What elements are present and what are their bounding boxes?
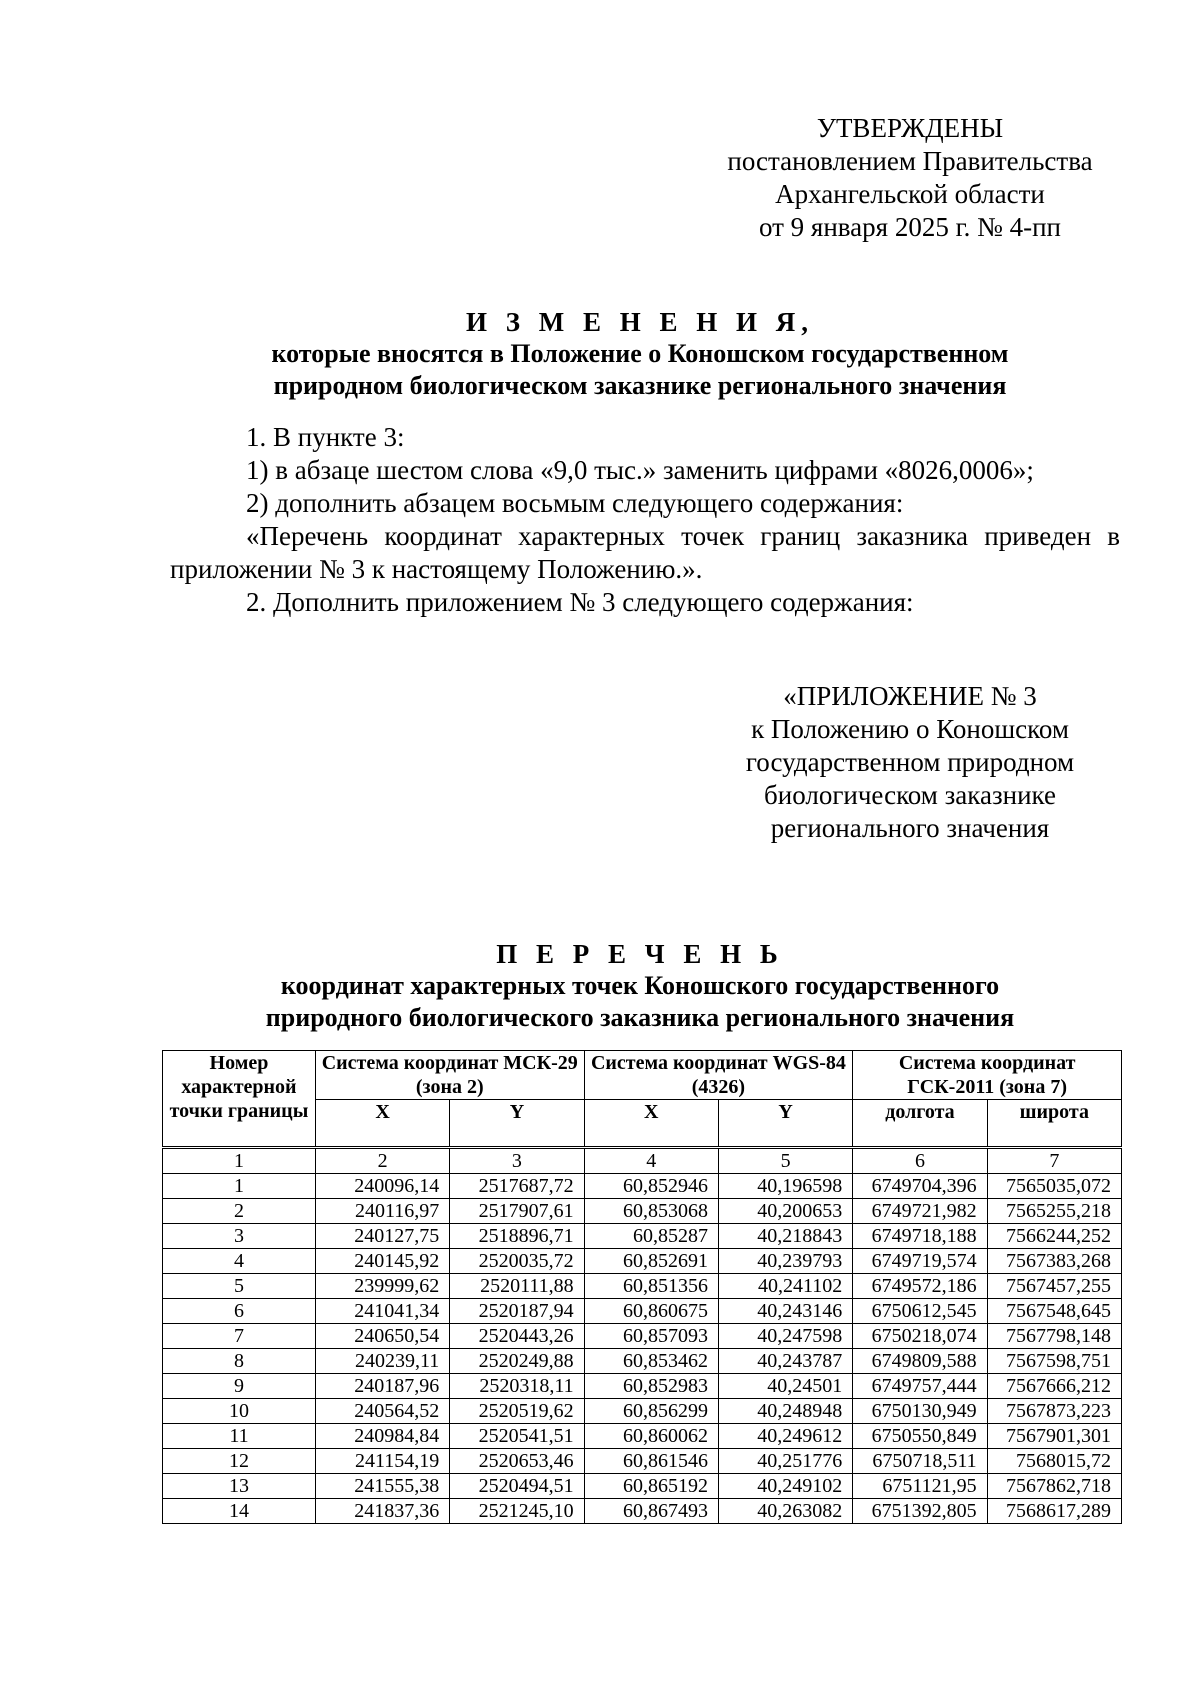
header-gsk-longitude: долгота [853,1100,987,1148]
table-row [163,1174,1122,1199]
appendix-line: регионального значения [770,813,1050,843]
wgs-x-cell: 60,851356 [584,1274,718,1299]
approval-line: УТВЕРЖДЕНЫ [816,113,1004,143]
msk-x-cell: 240239,11 [315,1349,449,1374]
table-row [163,1474,1122,1499]
msk-x-cell: 241154,19 [315,1449,449,1474]
gsk-latitude-cell: 7567383,268 [987,1249,1121,1274]
wgs-y-cell: 40,249612 [718,1424,852,1449]
table-row [163,1274,1122,1299]
table-row [163,1349,1122,1374]
table-row [163,1399,1122,1424]
paragraph-3: 2) дополнить абзацем восьмым следующего содержания: [246,488,904,518]
msk-x-cell: 240984,84 [315,1424,449,1449]
gsk-longitude-cell: 6750718,511 [853,1449,987,1474]
msk-x-cell: 241041,34 [315,1299,449,1324]
wgs-x-cell: 60,860675 [584,1299,718,1324]
gsk-longitude-cell: 6749718,188 [853,1224,987,1249]
msk-x-cell: 240116,97 [315,1199,449,1224]
header-gsk-latitude: широта [987,1100,1121,1148]
table-row [163,1499,1122,1524]
list-heading: П Е Р Е Ч Е Н Ь [496,939,784,969]
index-cell: 3 [450,1148,584,1174]
table-row [163,1324,1122,1349]
appendix-line: «ПРИЛОЖЕНИЕ № 3 [783,681,1037,711]
msk-y-cell: 2520035,72 [450,1249,584,1274]
list-subtitle-1: координат характерных точек Коношского государственного [280,971,1000,1000]
msk-x-cell: 240127,75 [315,1224,449,1249]
msk-y-cell: 2520318,11 [450,1374,584,1399]
msk-y-cell: 2520111,88 [450,1274,584,1299]
gsk-longitude-cell: 6749809,588 [853,1349,987,1374]
header-msk-x: X [315,1100,449,1148]
msk-y-cell: 2520187,94 [450,1299,584,1324]
wgs-x-cell: 60,853068 [584,1199,718,1224]
approval-block [700,112,1120,244]
list-subtitle-2: природного биологического заказника регионального значения [265,1003,1015,1032]
header-msk29: Система координат МСК-29 (зона 2) [315,1051,584,1100]
approval-line: от 9 января 2025 г. № 4-пп [758,212,1062,242]
wgs-y-cell: 40,239793 [718,1249,852,1274]
table-row [163,1249,1122,1274]
point-number-cell: 11 [163,1424,316,1449]
wgs-y-cell: 40,249102 [718,1474,852,1499]
wgs-y-cell: 40,243787 [718,1349,852,1374]
header-wgs-y: Y [718,1100,852,1148]
wgs-y-cell: 40,241102 [718,1274,852,1299]
msk-y-cell: 2520249,88 [450,1349,584,1374]
wgs-x-cell: 60,852946 [584,1174,718,1199]
paragraph-1: 1. В пункте 3: [246,422,405,452]
header-msk-y: Y [450,1100,584,1148]
wgs-x-cell: 60,865192 [584,1474,718,1499]
wgs-x-cell: 60,861546 [584,1449,718,1474]
index-cell: 1 [163,1148,316,1174]
msk-x-cell: 240145,92 [315,1249,449,1274]
wgs-y-cell: 40,251776 [718,1449,852,1474]
msk-y-cell: 2518896,71 [450,1224,584,1249]
gsk-longitude-cell: 6750218,074 [853,1324,987,1349]
msk-x-cell: 240650,54 [315,1324,449,1349]
appendix-line: государственном природном [745,747,1075,777]
msk-y-cell: 2521245,10 [450,1499,584,1524]
msk-x-cell: 240096,14 [315,1174,449,1199]
table-row [163,1299,1122,1324]
gsk-latitude-cell: 7567457,255 [987,1274,1121,1299]
list-title [160,938,1120,1034]
table-row [163,1424,1122,1449]
point-number-cell: 7 [163,1324,316,1349]
approval-line: Архангельской области [775,179,1045,209]
wgs-x-cell: 60,857093 [584,1324,718,1349]
paragraph-5: 2. Дополнить приложением № 3 следующего содержания: [246,587,914,617]
wgs-y-cell: 40,196598 [718,1174,852,1199]
gsk-longitude-cell: 6749757,444 [853,1374,987,1399]
header-gsk2011: Система координат ГСК-2011 (зона 7) [853,1051,1122,1100]
gsk-latitude-cell: 7565255,218 [987,1199,1121,1224]
msk-y-cell: 2520653,46 [450,1449,584,1474]
index-cell: 4 [584,1148,718,1174]
wgs-y-cell: 40,263082 [718,1499,852,1524]
table-row [163,1449,1122,1474]
header-point-number: Номер характерной точки границы [163,1051,316,1148]
changes-subtitle-2: природном биологическом заказнике регионального значения [273,371,1007,400]
point-number-cell: 10 [163,1399,316,1424]
wgs-x-cell: 60,853462 [584,1349,718,1374]
gsk-latitude-cell: 7567798,148 [987,1324,1121,1349]
point-number-cell: 9 [163,1374,316,1399]
msk-y-cell: 2517687,72 [450,1174,584,1199]
wgs-x-cell: 60,852691 [584,1249,718,1274]
gsk-latitude-cell: 7566244,252 [987,1224,1121,1249]
gsk-longitude-cell: 6749572,186 [853,1274,987,1299]
wgs-x-cell: 60,860062 [584,1424,718,1449]
wgs-x-cell: 60,856299 [584,1399,718,1424]
point-number-cell: 3 [163,1224,316,1249]
table-row [163,1199,1122,1224]
wgs-y-cell: 40,24501 [718,1374,852,1399]
column-index-row [163,1148,1122,1174]
paragraph-2: 1) в абзаце шестом слова «9,0 тыс.» заменить цифрами «8026,0006»; [246,455,1034,485]
paragraph-4: «Перечень координат характерных точек границ заказника приведен в приложении № 3 к настоящему Положению.». [170,521,1120,584]
wgs-y-cell: 40,218843 [718,1224,852,1249]
msk-y-cell: 2520443,26 [450,1324,584,1349]
header-wgs84: Система координат WGS-84 (4326) [584,1051,853,1100]
msk-x-cell: 239999,62 [315,1274,449,1299]
appendix-block [700,680,1120,845]
gsk-latitude-cell: 7567666,212 [987,1374,1121,1399]
approval-line: постановлением Правительства [727,146,1093,176]
index-cell: 6 [853,1148,987,1174]
appendix-line: биологическом заказнике [764,780,1056,810]
header-wgs-x: X [584,1100,718,1148]
point-number-cell: 5 [163,1274,316,1299]
gsk-latitude-cell: 7567598,751 [987,1349,1121,1374]
point-number-cell: 4 [163,1249,316,1274]
point-number-cell: 12 [163,1449,316,1474]
gsk-latitude-cell: 7567873,223 [987,1399,1121,1424]
gsk-longitude-cell: 6749704,396 [853,1174,987,1199]
index-cell: 7 [987,1148,1121,1174]
changes-heading: И З М Е Н Е Н И Я, [465,307,814,337]
wgs-y-cell: 40,200653 [718,1199,852,1224]
gsk-longitude-cell: 6751392,805 [853,1499,987,1524]
point-number-cell: 13 [163,1474,316,1499]
msk-x-cell: 241555,38 [315,1474,449,1499]
gsk-latitude-cell: 7567901,301 [987,1424,1121,1449]
point-number-cell: 14 [163,1499,316,1524]
gsk-longitude-cell: 6751121,95 [853,1474,987,1499]
changes-title [160,306,1120,402]
gsk-latitude-cell: 7568617,289 [987,1499,1121,1524]
wgs-x-cell: 60,85287 [584,1224,718,1249]
index-cell: 5 [718,1148,852,1174]
point-number-cell: 1 [163,1174,316,1199]
wgs-y-cell: 40,243146 [718,1299,852,1324]
body-text [170,421,1120,619]
wgs-y-cell: 40,248948 [718,1399,852,1424]
table-row [163,1224,1122,1249]
gsk-latitude-cell: 7567548,645 [987,1299,1121,1324]
msk-y-cell: 2517907,61 [450,1199,584,1224]
gsk-latitude-cell: 7568015,72 [987,1449,1121,1474]
gsk-longitude-cell: 6749719,574 [853,1249,987,1274]
gsk-latitude-cell: 7565035,072 [987,1174,1121,1199]
gsk-longitude-cell: 6750550,849 [853,1424,987,1449]
index-cell: 2 [315,1148,449,1174]
gsk-longitude-cell: 6749721,982 [853,1199,987,1224]
msk-y-cell: 2520494,51 [450,1474,584,1499]
msk-y-cell: 2520519,62 [450,1399,584,1424]
wgs-x-cell: 60,867493 [584,1499,718,1524]
changes-subtitle-1: которые вносятся в Положение о Коношском государственном [271,339,1009,368]
wgs-x-cell: 60,852983 [584,1374,718,1399]
point-number-cell: 8 [163,1349,316,1374]
msk-y-cell: 2520541,51 [450,1424,584,1449]
coordinates-table [162,1050,1122,1524]
msk-x-cell: 240564,52 [315,1399,449,1424]
appendix-line: к Положению о Коношском [751,714,1069,744]
table-row [163,1374,1122,1399]
gsk-longitude-cell: 6750612,545 [853,1299,987,1324]
gsk-latitude-cell: 7567862,718 [987,1474,1121,1499]
msk-x-cell: 241837,36 [315,1499,449,1524]
table-body [163,1148,1122,1524]
msk-x-cell: 240187,96 [315,1374,449,1399]
gsk-longitude-cell: 6750130,949 [853,1399,987,1424]
wgs-y-cell: 40,247598 [718,1324,852,1349]
point-number-cell: 2 [163,1199,316,1224]
point-number-cell: 6 [163,1299,316,1324]
